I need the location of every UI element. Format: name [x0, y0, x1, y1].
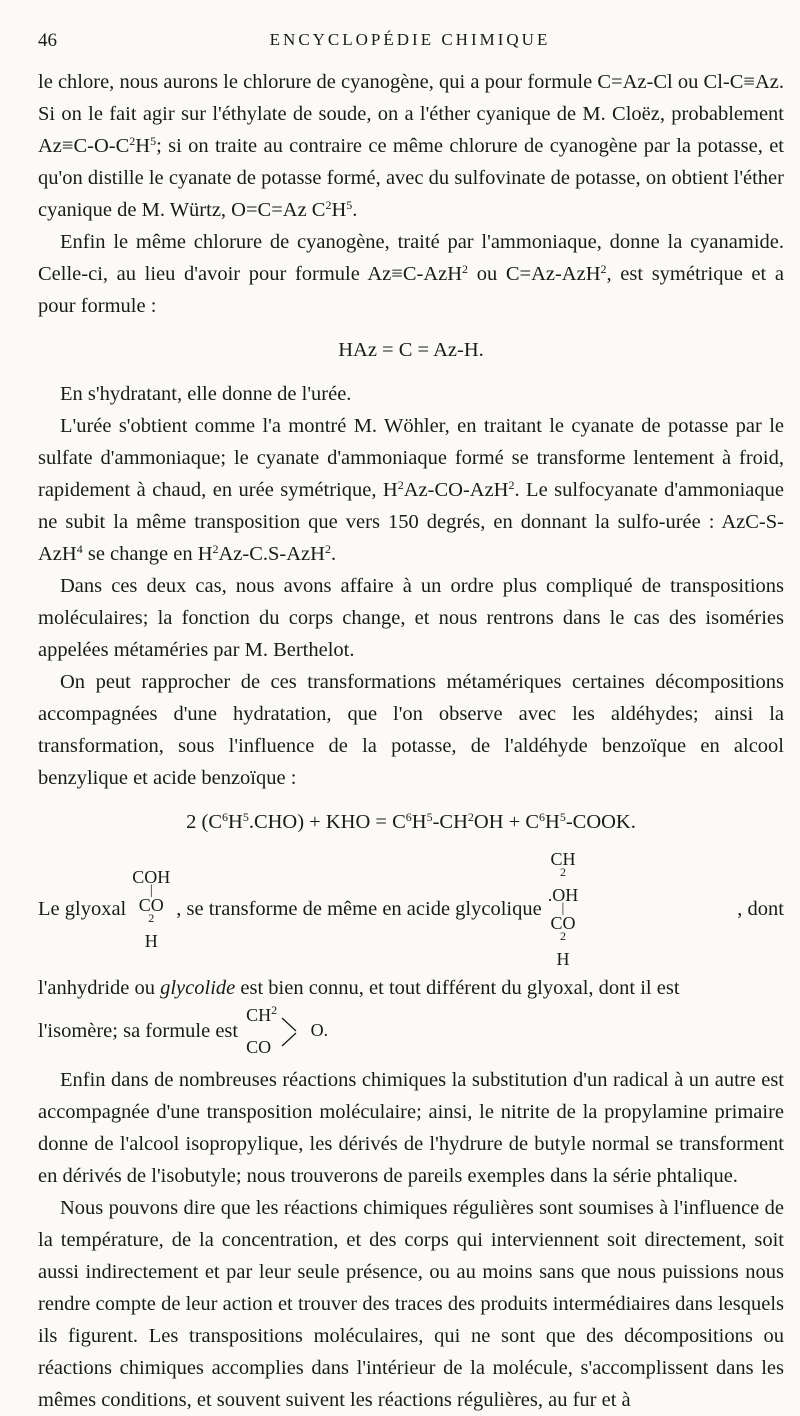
paragraph-aldehydes: On peut rapprocher de ces transformations métamériques certaines décompositions accompagnées d'une hydratation, que l'on observe avec les aldéhydes; ainsi la transformation, sous l'influence de la potasse, de l'aldéhyde benzoïque en alcool benzylique et acide benzoïque : [38, 671, 784, 789]
formula-benzaldehyde: 2 $(C^6H^5.CHO)$ + KHO = $C^6H^5-CH^2OH$ + $C^6H^5$-COOK. [186, 810, 636, 833]
glyoxal-middle-text: , se transforme de même en acide glycolique [176, 897, 542, 920]
paragraph-substitution: Enfin dans de nombreuses réactions chimiques la substitution d'un radical à un autre est accompagnée d'une transposition moléculaire; ainsi, le nitrite de la propylamine primaire donne de l'alcool isopropylique, les dérivés de l'hydrure de butyle normal se transforment en dérivés de l'isobutyle; nous trouverons de pareils exemples dans la série phtalique. [38, 1069, 784, 1187]
paragraph-hydration: En s'hydratant, elle donne de l'urée. [60, 383, 352, 405]
text-body [38, 66, 784, 1416]
paragraph-metameries: Dans ces deux cas, nous avons affaire à un ordre plus compliqué de transpositions moléculaires; la fonction du corps change, et nous rentrons dans le cas des isoméries appelées métaméries par M. Berthelot. [38, 575, 784, 661]
page-number: 46 [38, 30, 57, 51]
glyoxal-end-text: , dont [737, 897, 784, 920]
glycolide-formula: $CH^2$ CO O. [246, 1003, 329, 1057]
paragraph-reactions: Nous pouvons dire que les réactions chimiques régulières sont soumises à l'influence de la température, de la concentration, et des corps qui interviennent soit directement, soit aussi indirectement et par leur seule présence, ou au moins sans que nous puissions nous rendre compte de leur action et trouver des traces des produits intermédiaires dans lesquels ils figurent. Les transpositions moléculaires, qui ne sont que des décompositions ou réactions chimiques accomplies dans l'intérieur de la molécule, s'accomplissent dans les mêmes conditions, et souvent suivent les réactions régulières, au fur et à [38, 1197, 784, 1411]
paragraph-cyanamide: Enfin le même chlorure de cyanogène, traité par l'ammoniaque, donne la cyanamide. Celle-ci, au lieu d'avoir pour formule Az≡C-AzH$^2$ ou C=Az-AzH$^2$, est symétrique et a pour formule : [38, 231, 784, 317]
isomer-line [38, 1003, 784, 1057]
glyoxal-label: Le glyoxal [38, 897, 127, 920]
paragraph-glycolide: l'anhydride ou glycolide est bien connu, et tout différent du glyoxal, dont il est [38, 977, 680, 999]
paragraph-cyanogen-chloride: le chlore, nous aurons le chlorure de cyanogène, qui a pour formule C=Az-Cl ou Cl-C≡Az. Si on le fait agir sur l'éthylate de soude, on a l'éther cyanique de M. Cloëz, probablement $Az\equiv C-O-C^2H^5$; si on traite au contraire ce même chlorure de cyanogène par la potasse, et qu'on distille le cyanate de potasse formé, avec du sulfovinate de potasse, on obtient l'éther cyanique de M. Würtz, O=C=Az $C^2H^5$. [38, 71, 784, 221]
running-title: ENCYCLOPÉDIE CHIMIQUE [269, 30, 551, 49]
isomer-label: l'isomère; sa formule est [38, 1019, 239, 1042]
page-header [38, 30, 782, 56]
formula-cyanamide: HAz = C = Az-H. [338, 339, 484, 361]
paragraph-uree: L'urée s'obtient comme l'a montré M. Wöhler, en traitant le cyanate de potasse par le sulfate d'ammoniaque; le cyanate d'ammoniaque formé se transforme lentement à froid, rapidement à chaud, en urée symétrique, $H^2Az-CO-AzH^2$. Le sulfocyanate d'ammoniaque ne subit la même transposition que vers 150 degrés, en donnant la sulfo-urée : AzC-S-AzH$^4$ se change en $H^2Az-C.S-AzH^2$. [38, 415, 784, 565]
bond-lines [280, 1014, 300, 1050]
glyoxal-line [38, 850, 784, 968]
glyoxal-formula: COH | CO $^2$ H [132, 867, 171, 951]
glycolic-acid-formula: CH $^2$ .OH | CO $^2$ H [547, 849, 579, 969]
